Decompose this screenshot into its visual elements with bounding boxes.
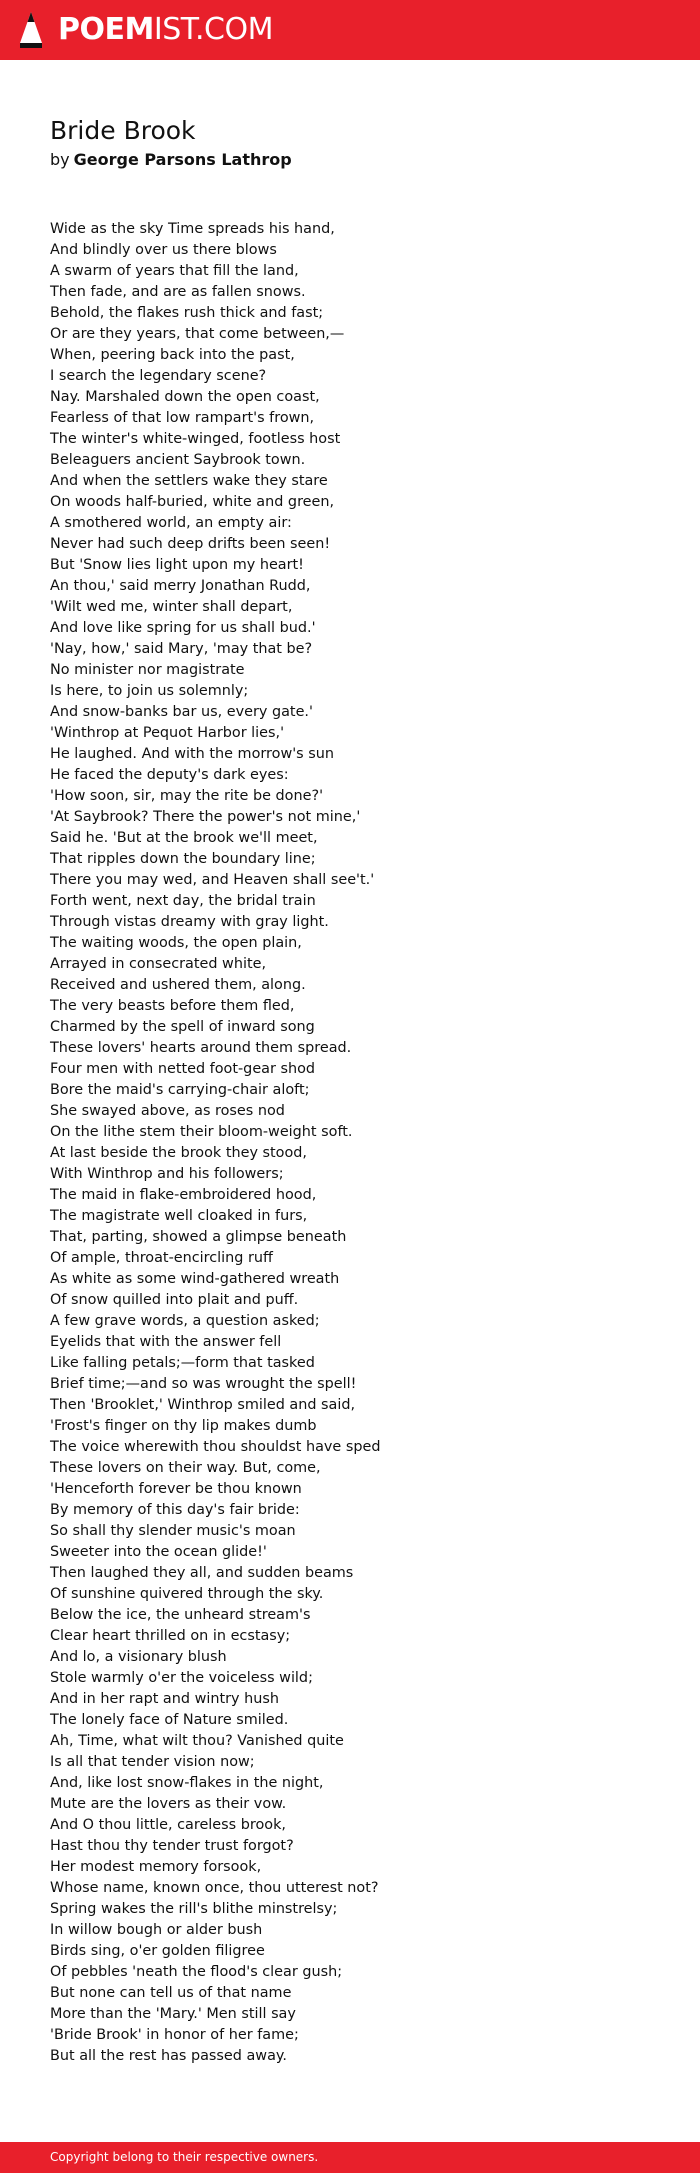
poem-line: An thou,' said merry Jonathan Rudd,	[50, 578, 311, 594]
poem-line: 'Nay, how,' said Mary, 'may that be?	[50, 641, 313, 657]
poem-line: Received and ushered them, along.	[50, 977, 306, 993]
poem-line: And snow-banks bar us, every gate.'	[50, 704, 313, 720]
logo-text-light: IST.COM	[153, 12, 273, 47]
poem-line: Bore the maid's carrying-chair aloft;	[50, 1082, 310, 1098]
poem-line: 'Bride Brook' in honor of her fame;	[50, 2027, 299, 2043]
poem-line: Or are they years, that come between,—	[50, 326, 345, 342]
by-label: by	[50, 150, 70, 169]
poem-line: Four men with netted foot-gear shod	[50, 1061, 316, 1077]
poem-line: At last beside the brook they stood,	[50, 1145, 307, 1161]
poem-line: Fearless of that low rampart's frown,	[50, 410, 315, 426]
poem-line: But none can tell us of that name	[50, 1985, 292, 2001]
poem-line: No minister nor magistrate	[50, 662, 245, 678]
poem-line: 'Henceforth forever be thou known	[50, 1481, 302, 1497]
poem-line: Sweeter into the ocean glide!'	[50, 1544, 267, 1560]
poem-line: And lo, a visionary blush	[50, 1649, 227, 1665]
poem-line: On woods half-buried, white and green,	[50, 494, 335, 510]
poem-line: Then 'Brooklet,' Winthrop smiled and said,	[50, 1397, 356, 1413]
poem-line: But all the rest has passed away.	[50, 2048, 287, 2064]
poem-line: And love like spring for us shall bud.'	[50, 620, 316, 636]
poem-line: Behold, the flakes rush thick and fast;	[50, 305, 324, 321]
poem-line: There you may wed, and Heaven shall see't.'	[50, 872, 375, 888]
site-footer	[0, 2142, 700, 2173]
poem-line: With Winthrop and his followers;	[50, 1166, 284, 1182]
author-name[interactable]: George Parsons Lathrop	[73, 150, 292, 169]
poem-line: And in her rapt and wintry hush	[50, 1691, 279, 1707]
poem-line: Spring wakes the rill's blithe minstrelsy;	[50, 1901, 338, 1917]
poem-line: Below the ice, the unheard stream's	[50, 1607, 311, 1623]
poem-line: Wide as the sky Time spreads his hand,	[50, 221, 335, 237]
poem-line: Of pebbles 'neath the flood's clear gush;	[50, 1964, 343, 1980]
site-header	[0, 0, 700, 60]
poem-line: Is all that tender vision now;	[50, 1754, 255, 1770]
poem-line: When, peering back into the past,	[50, 347, 295, 363]
poem-line: Through vistas dreamy with gray light.	[50, 914, 329, 930]
poem-line: A few grave words, a question asked;	[50, 1313, 320, 1329]
byline	[50, 148, 650, 172]
poem-line: A smothered world, an empty air:	[50, 515, 292, 531]
poem-line: The very beasts before them fled,	[50, 998, 295, 1014]
poem-line: He laughed. And with the morrow's sun	[50, 746, 334, 762]
poem-line: Of sunshine quivered through the sky.	[50, 1586, 324, 1602]
logo-text-bold: POEM	[58, 12, 154, 47]
poem-line: Then fade, and are as fallen snows.	[50, 284, 306, 300]
poem-line: I search the legendary scene?	[50, 368, 267, 384]
poem-line: By memory of this day's fair bride:	[50, 1502, 300, 1518]
poem-line: Eyelids that with the answer fell	[50, 1334, 282, 1350]
poem-line: A swarm of years that fill the land,	[50, 263, 299, 279]
poem-line: Arrayed in consecrated white,	[50, 956, 267, 972]
poem-line: Her modest memory forsook,	[50, 1859, 262, 1875]
logo-wordmark	[58, 10, 273, 50]
poem-line: The lonely face of Nature smiled.	[50, 1712, 289, 1728]
poem-line: 'Winthrop at Pequot Harbor lies,'	[50, 725, 285, 741]
poem-line: In willow bough or alder bush	[50, 1922, 263, 1938]
poem-line: The magistrate well cloaked in furs,	[50, 1208, 308, 1224]
poem-heading	[50, 114, 650, 172]
poem-line: More than the 'Mary.' Men still say	[50, 2006, 296, 2022]
pencil-tip-icon	[18, 10, 44, 50]
copyright-notice: Copyright belong to their respective owners.	[50, 2150, 319, 2164]
poem-line: So shall thy slender music's moan	[50, 1523, 296, 1539]
poem-line: On the lithe stem their bloom-weight soft.	[50, 1124, 353, 1140]
poem-line: Forth went, next day, the bridal train	[50, 893, 316, 909]
poem-line: As white as some wind-gathered wreath	[50, 1271, 340, 1287]
poem-line: These lovers on their way. But, come,	[50, 1460, 321, 1476]
poem-line: Clear heart thrilled on in ecstasy;	[50, 1628, 291, 1644]
poem-line: And when the settlers wake they stare	[50, 473, 328, 489]
poem-line: 'At Saybrook? There the power's not mine,'	[50, 809, 361, 825]
poem-line: And O thou little, careless brook,	[50, 1817, 286, 1833]
poem-body	[50, 219, 670, 2067]
poem-line: Then laughed they all, and sudden beams	[50, 1565, 354, 1581]
poem-line: Of ample, throat-encircling ruff	[50, 1250, 273, 1266]
poem-title: Bride Brook	[50, 116, 196, 145]
poem-line: The winter's white-winged, footless host	[50, 431, 341, 447]
poem-line: Whose name, known once, thou utterest not?	[50, 1880, 379, 1896]
poem-line: 'How soon, sir, may the rite be done?'	[50, 788, 324, 804]
poem-line: The waiting woods, the open plain,	[50, 935, 302, 951]
site-logo[interactable]	[18, 10, 273, 50]
poem-line: He faced the deputy's dark eyes:	[50, 767, 289, 783]
poem-line: That ripples down the boundary line;	[50, 851, 316, 867]
poem-line: Nay. Marshaled down the open coast,	[50, 389, 320, 405]
poem-line: The maid in flake-embroidered hood,	[50, 1187, 317, 1203]
poem-line: That, parting, showed a glimpse beneath	[50, 1229, 347, 1245]
poem-line: And blindly over us there blows	[50, 242, 277, 258]
poem-line: Of snow quilled into plait and puff.	[50, 1292, 299, 1308]
poem-line: 'Frost's finger on thy lip makes dumb	[50, 1418, 317, 1434]
poem-line: Beleaguers ancient Saybrook town.	[50, 452, 306, 468]
poem-line: 'Wilt wed me, winter shall depart,	[50, 599, 293, 615]
poem-line: Stole warmly o'er the voiceless wild;	[50, 1670, 313, 1686]
poem-line: Ah, Time, what wilt thou? Vanished quite	[50, 1733, 344, 1749]
poem-line: And, like lost snow-flakes in the night,	[50, 1775, 324, 1791]
poem-line: Is here, to join us solemnly;	[50, 683, 249, 699]
poem-line: The voice wherewith thou shouldst have sped	[50, 1439, 381, 1455]
poem-line: Mute are the lovers as their vow.	[50, 1796, 287, 1812]
poem-line: Charmed by the spell of inward song	[50, 1019, 315, 1035]
poem-line: Said he. 'But at the brook we'll meet,	[50, 830, 318, 846]
poem-line: Hast thou thy tender trust forgot?	[50, 1838, 294, 1854]
poem-line: She swayed above, as roses nod	[50, 1103, 285, 1119]
poem-line: But 'Snow lies light upon my heart!	[50, 557, 304, 573]
poem-line: These lovers' hearts around them spread.	[50, 1040, 352, 1056]
poem-line: Like falling petals;—form that tasked	[50, 1355, 315, 1371]
poem-line: Never had such deep drifts been seen!	[50, 536, 331, 552]
poem-line: Brief time;—and so was wrought the spell!	[50, 1376, 357, 1392]
poem-line: Birds sing, o'er golden filigree	[50, 1943, 265, 1959]
